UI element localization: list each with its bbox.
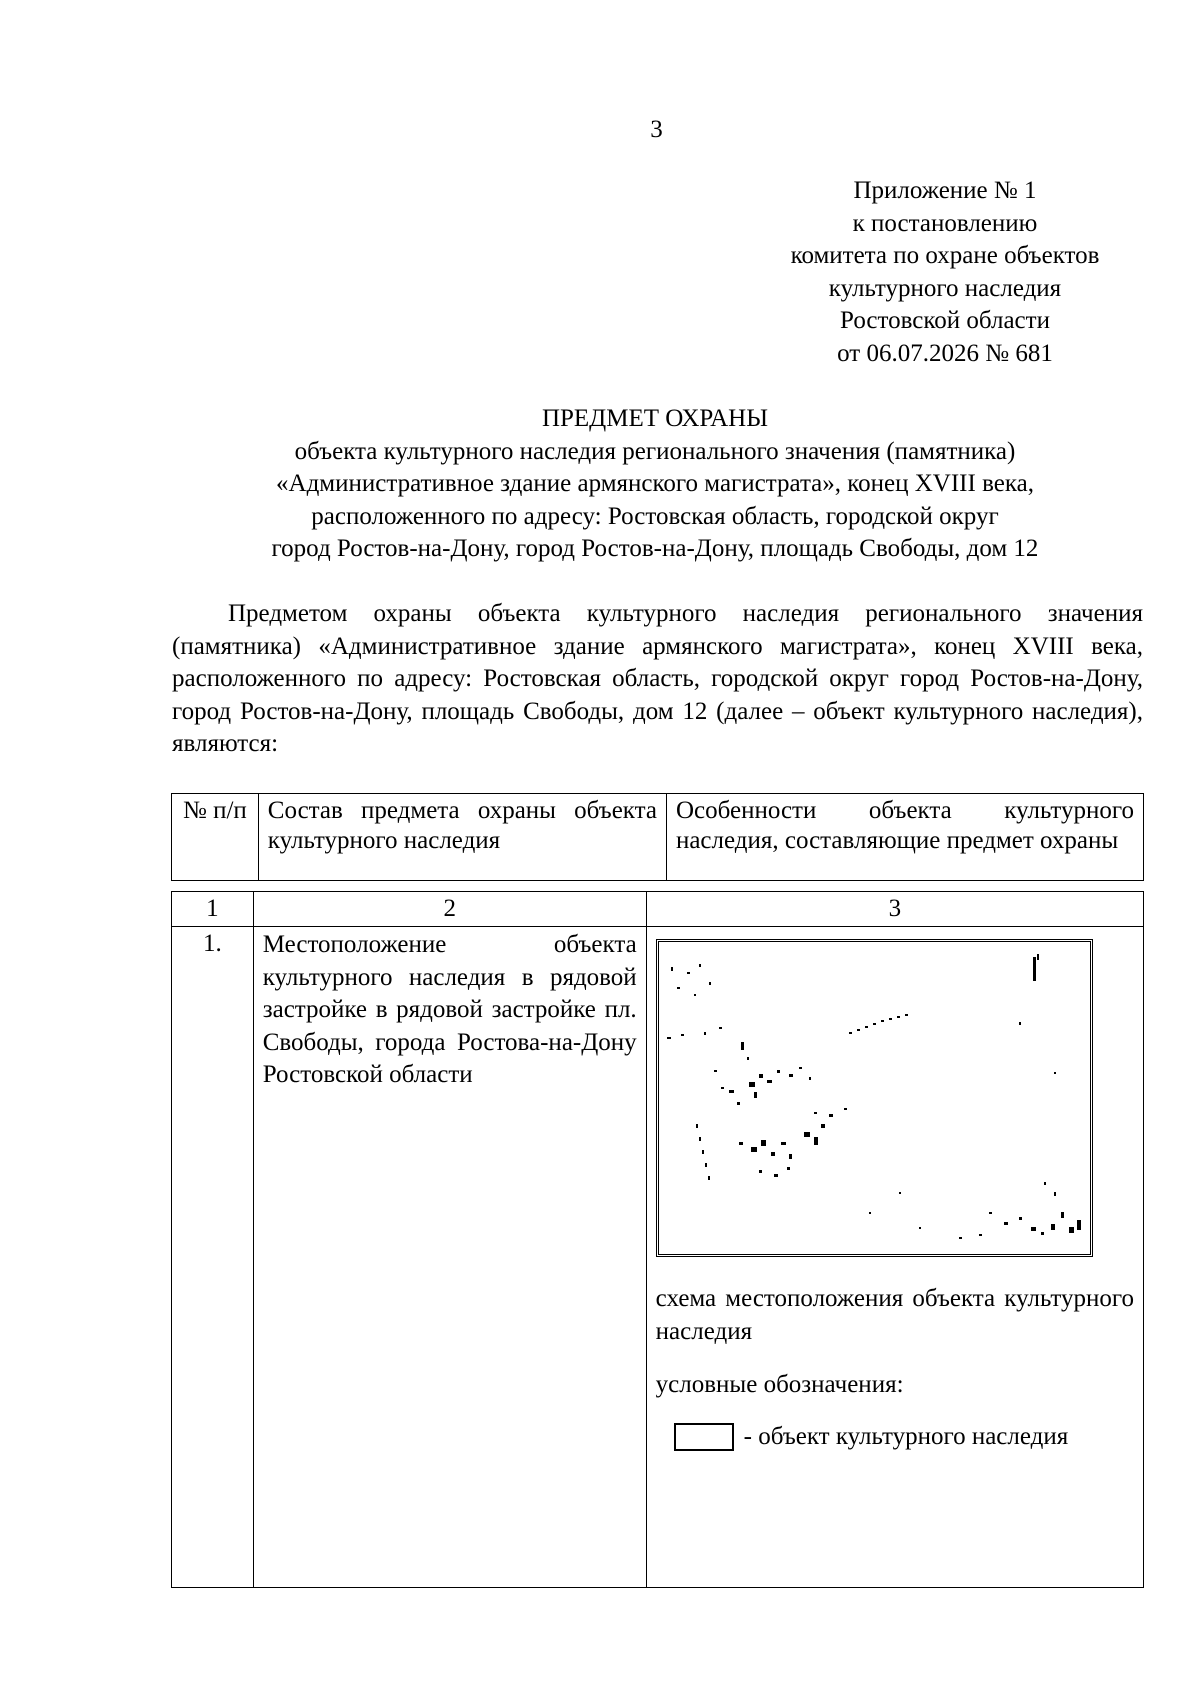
appendix-line: Ростовской области [840,307,1050,334]
header-row [172,794,1144,881]
header-composition: Состав предмета охраны объекта культурного наследия [258,794,666,881]
row-composition: Местоположение объекта культурного наследия в рядовой застройке в рядовой застройке пл. Свободы, города Ростова-на-Дону Ростовской области [253,927,646,1588]
title-heading: ПРЕДМЕТ ОХРАНЫ [541,405,769,432]
title-line: город Ростов-на-Дону, город Ростов-на-Дону, площадь Свободы, дом 12 [271,535,1039,562]
document-title [210,403,1100,566]
appendix-line: Приложение № 1 [853,177,1037,204]
legend-item [656,1422,1134,1452]
table-row [172,927,1144,1588]
row-features [646,927,1143,1588]
intro-paragraph: Предметом охраны объекта культурного наследия регионального значения (памятника) «Административное здание армянского магистрата», конец XVIII века, расположенного по адресу: Ростовская область, городской округ город Ростов-на-Дону, город Ростов-на-Дону, площадь Свободы, дом 12 (далее – объект культурного наследия), являются: [172,600,1143,757]
location-map-scan [659,942,1090,1254]
table-body [171,891,1144,1588]
column-number: 3 [646,892,1143,927]
column-number-row [172,892,1144,927]
title-line: расположенного по адресу: Ростовская область, городской округ [311,502,999,530]
legend-rectangle-icon [674,1423,734,1451]
location-map [656,939,1093,1257]
appendix-line: от 06.07.2026 № 681 [837,339,1053,367]
page-number: 3 [650,116,663,143]
header-number: № п/п [172,794,259,881]
column-number: 1 [172,892,254,927]
title-line: «Административное здание армянского магистрата», конец XVIII века, [276,470,1034,497]
legend-title: условные обозначения: [655,1371,904,1398]
table-header [171,793,1144,881]
column-number: 2 [253,892,646,927]
title-line: объекта культурного наследия регионального значения (памятника) [294,437,1016,465]
legend-label: - объект культурного наследия [743,1423,1069,1450]
row-number: 1. [172,927,254,1588]
map-caption: схема местоположения объекта культурного наследия [655,1285,1134,1345]
appendix-block [740,175,1150,370]
appendix-line: к постановлению [852,209,1038,237]
header-features: Особенности объекта культурного наследия, составляющие предмет охраны [666,794,1143,881]
appendix-line: комитета по охране объектов [790,242,1100,269]
appendix-line: культурного наследия [828,274,1062,302]
